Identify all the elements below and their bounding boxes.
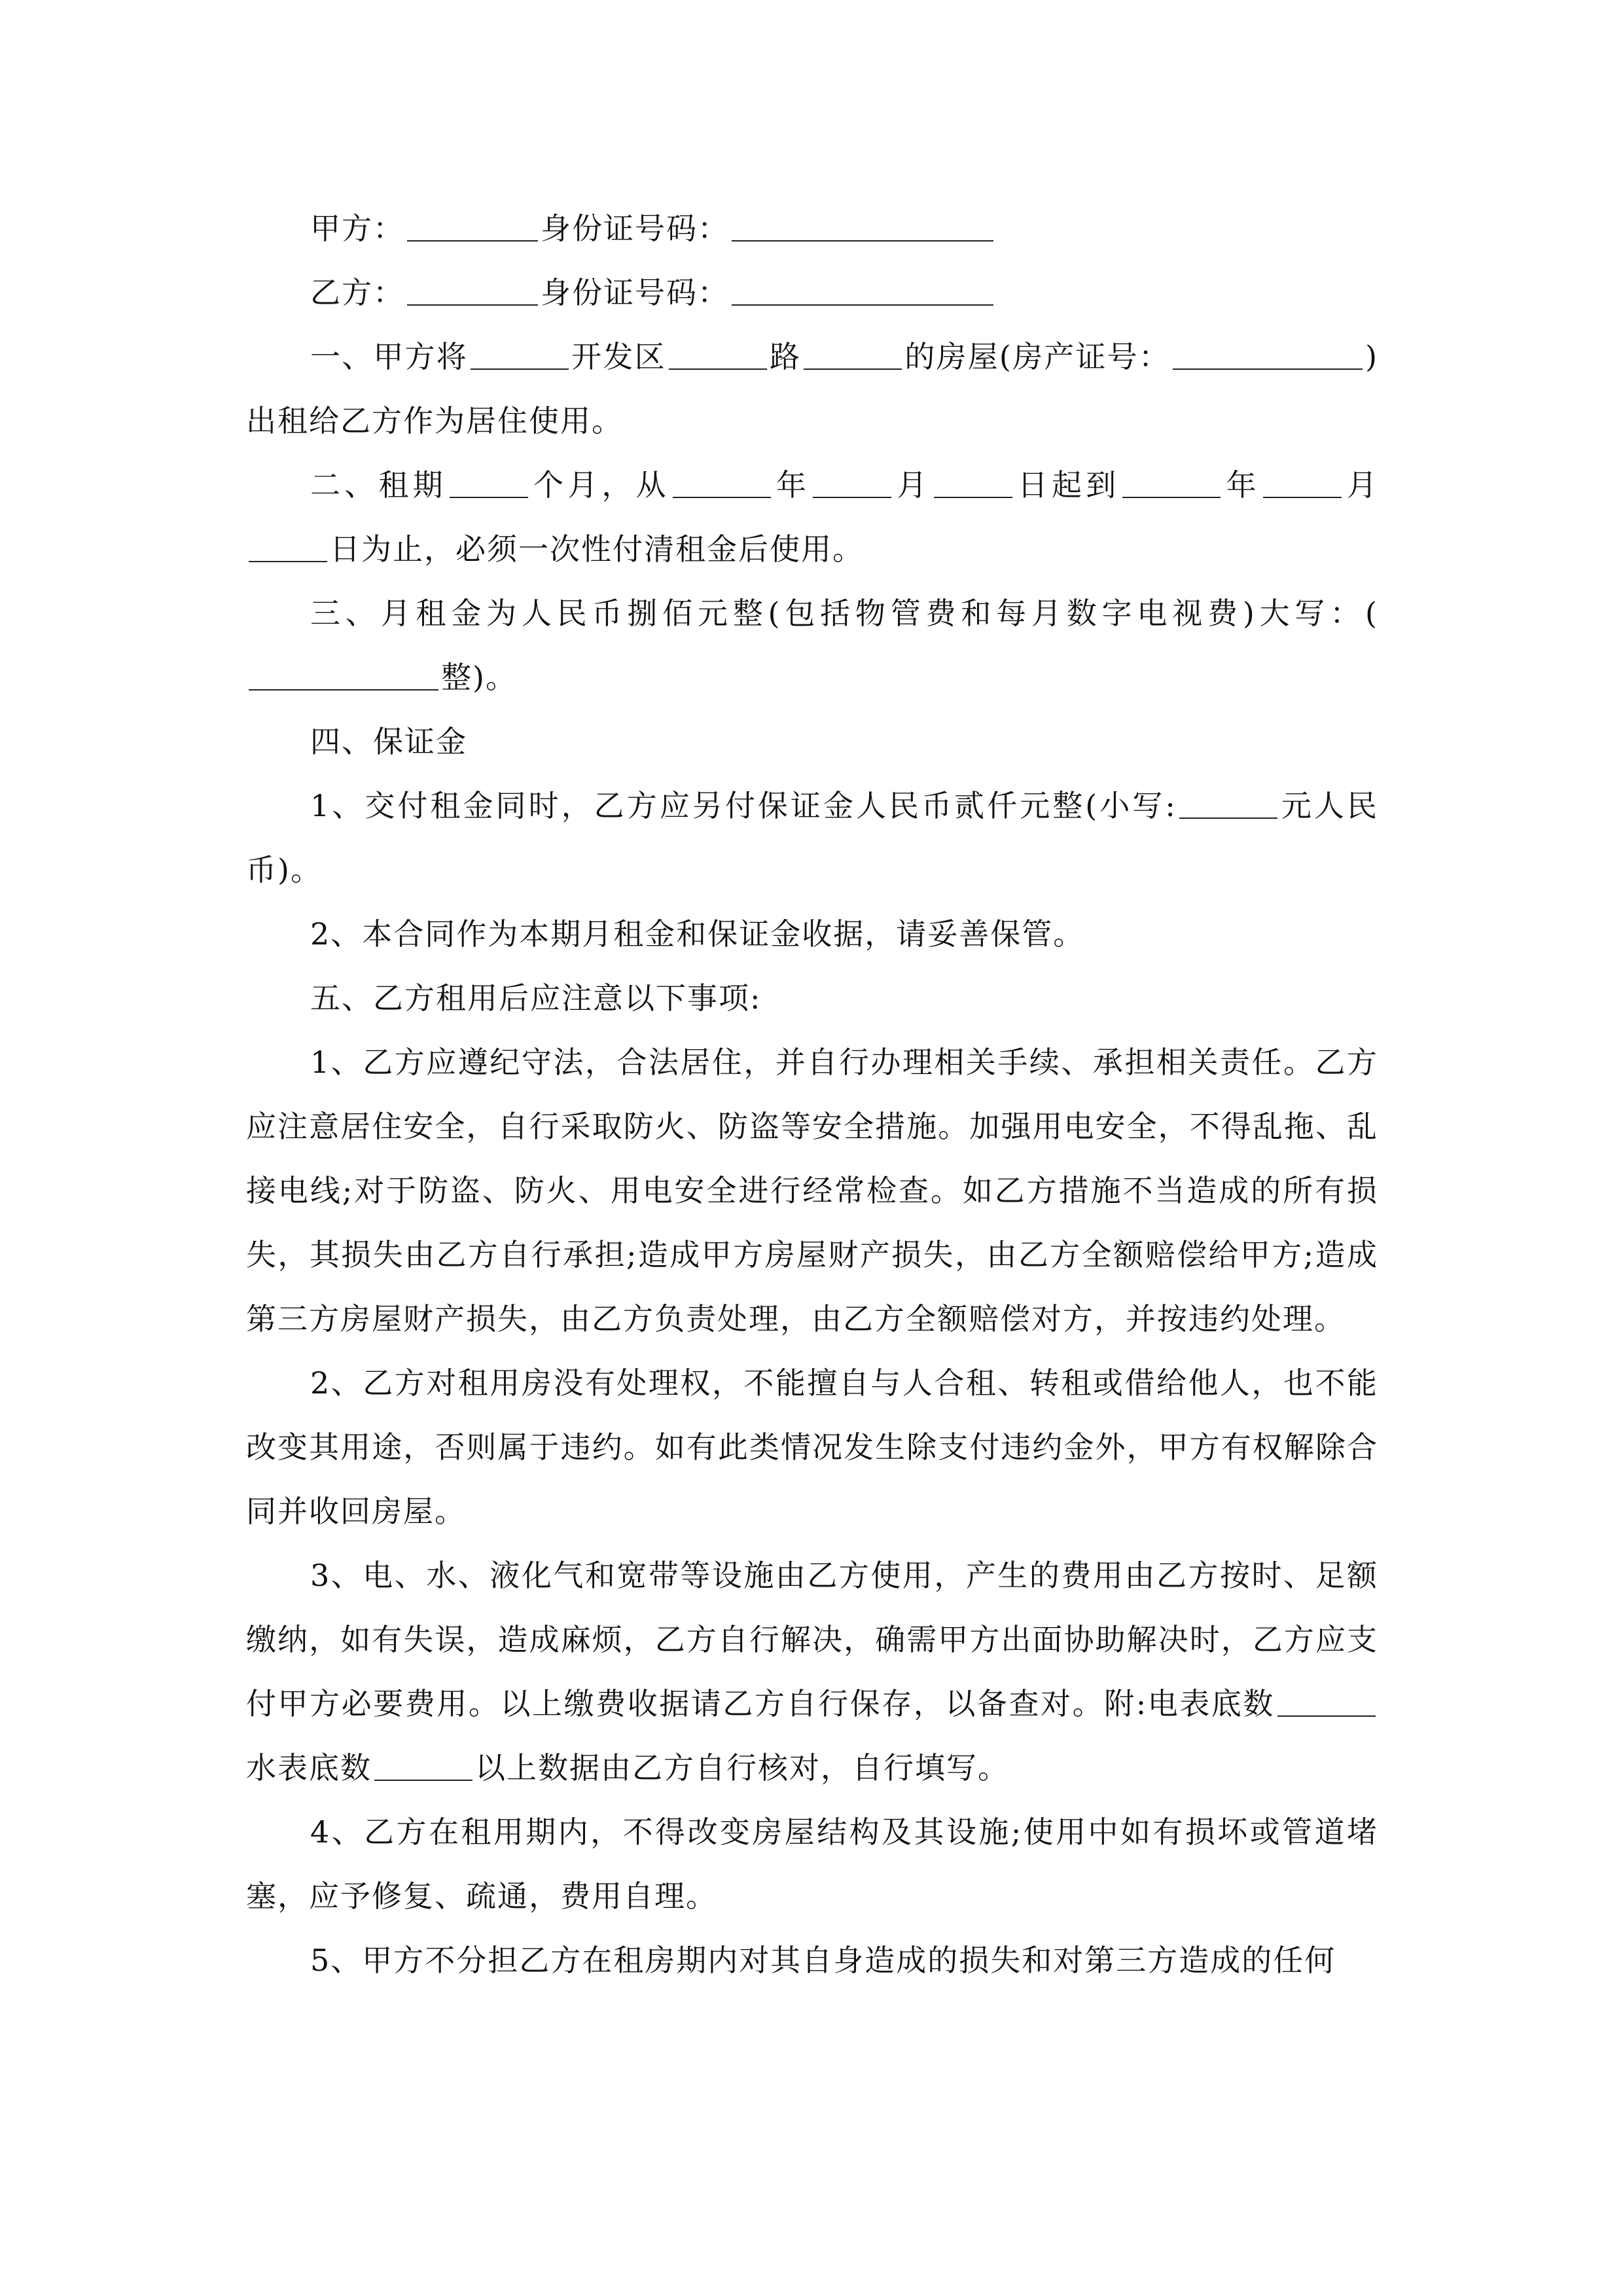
house-number-blank[interactable] (804, 342, 902, 370)
clause-4-1-text-2: 元人民币)。 (246, 788, 1379, 888)
end-year-blank[interactable] (1122, 471, 1221, 498)
clause-5-4: 4、乙方在租用期内，不得改变房屋结构及其设施;使用中如有损坏或管道堵塞，应予修复、疏通，费用自理。 (246, 1814, 1378, 1914)
clause-5-3 (246, 1543, 1378, 1800)
clause-3 (246, 581, 1378, 709)
party-b-label: 乙方： (310, 275, 404, 310)
clause-3-text-1: 三、月租金为人民币捌佰元整(包括物管费和每月数字电视费)大写：( (310, 596, 1378, 631)
clause-4-2: 2、本合同作为本期月租金和保证金收据，请妥善保管。 (310, 916, 1085, 952)
clause-2-day-from: 日起到 (1014, 467, 1120, 503)
party-b-id-label: 身份证号码： (541, 275, 729, 310)
clause-2-day-end: 日为止，必须一次性付清租金后使用。 (330, 531, 864, 567)
clause-1-text-5: )出租给乙方作为居住使用。 (246, 339, 1379, 439)
water-meter-blank[interactable] (374, 1753, 473, 1781)
clause-5-title: 五、乙方租用后应注意以下事项: (310, 980, 762, 1016)
clause-1-text-4: 的房屋(房产证号： (904, 339, 1171, 374)
start-day-blank[interactable] (934, 471, 1012, 498)
rent-uppercase-blank[interactable] (249, 663, 438, 691)
electric-meter-blank[interactable] (1277, 1689, 1376, 1717)
clause-2-month-2: 月 (1344, 467, 1379, 503)
deposit-amount-blank[interactable] (1179, 791, 1277, 819)
clause-2 (246, 453, 1378, 581)
end-month-blank[interactable] (1263, 471, 1342, 498)
clause-2-month-1: 月 (894, 467, 931, 503)
party-b-line (246, 260, 1378, 325)
district-blank[interactable] (471, 342, 569, 370)
clause-2-year-2: 年 (1223, 467, 1260, 503)
end-day-blank[interactable] (249, 535, 327, 562)
clause-5-3-text-2: 水表底数 (246, 1750, 372, 1785)
property-cert-blank[interactable] (1173, 342, 1363, 370)
clause-5-2: 2、乙方对租用房没有处理权，不能擅自与人合租、转租或借给他人，也不能改变其用途，否则属于违约。如有此类情况发生除支付违约金外，甲方有权解除合同并收回房屋。 (246, 1365, 1378, 1529)
start-year-blank[interactable] (673, 471, 771, 498)
clause-3-text-2: 整)。 (441, 660, 517, 695)
clause-2-year-1: 年 (773, 467, 811, 503)
clause-1-text-1: 一、甲方将 (310, 339, 468, 374)
clause-1-text-2: 开发区 (571, 339, 666, 374)
clause-1 (246, 325, 1378, 453)
party-b-id-blank[interactable] (732, 278, 993, 306)
party-a-line (246, 196, 1378, 260)
party-b-name-blank[interactable] (407, 278, 538, 306)
road-blank[interactable] (669, 342, 767, 370)
clause-1-text-3: 路 (769, 339, 802, 374)
clause-4-1-text-1: 1、交付租金同时，乙方应另付保证金人民币贰仟元整(小写: (310, 788, 1177, 823)
party-a-name-blank[interactable] (407, 214, 538, 242)
lease-months-blank[interactable] (450, 471, 528, 498)
clause-5-5: 5、甲方不分担乙方在租房期内对其自身造成的损失和对第三方造成的任何 (310, 1943, 1336, 1978)
clause-5-3-text-1: 3、电、水、液化气和宽带等设施由乙方使用，产生的费用由乙方按时、足额缴纳，如有失误，造成麻烦，乙方自行解决，确需甲方出面协助解决时，乙方应支付甲方必要费用。以上缴费收据请乙方自行保存，以备查对。附:电表底数 (246, 1558, 1378, 1721)
party-a-id-blank[interactable] (732, 214, 993, 242)
party-a-label: 甲方： (310, 211, 404, 246)
clause-5-3-text-3: 以上数据由乙方自行核对，自行填写。 (475, 1750, 1009, 1785)
clause-2-text-1: 二、租期 (310, 467, 447, 503)
clause-5-1: 1、乙方应遵纪守法，合法居住，并自行办理相关手续、承担相关责任。乙方应注意居住安全，自行采取防火、防盗等安全措施。加强用电安全，不得乱拖、乱接电线;对于防盗、防火、用电安全进行经常检查。如乙方措施不当造成的所有损失，其损失由乙方自行承担;造成甲方房屋财产损失，由乙方全额赔偿给甲方;造成第三方房屋财产损失，由乙方负责处理，由乙方全额赔偿对方，并按违约处理。 (246, 1045, 1378, 1336)
clause-2-text-2: 个月，从 (530, 467, 670, 503)
clause-4-1 (246, 774, 1378, 902)
party-a-id-label: 身份证号码： (541, 211, 729, 246)
contract-body (246, 196, 1378, 1992)
start-month-blank[interactable] (813, 471, 891, 498)
clause-4-title: 四、保证金 (310, 724, 467, 759)
